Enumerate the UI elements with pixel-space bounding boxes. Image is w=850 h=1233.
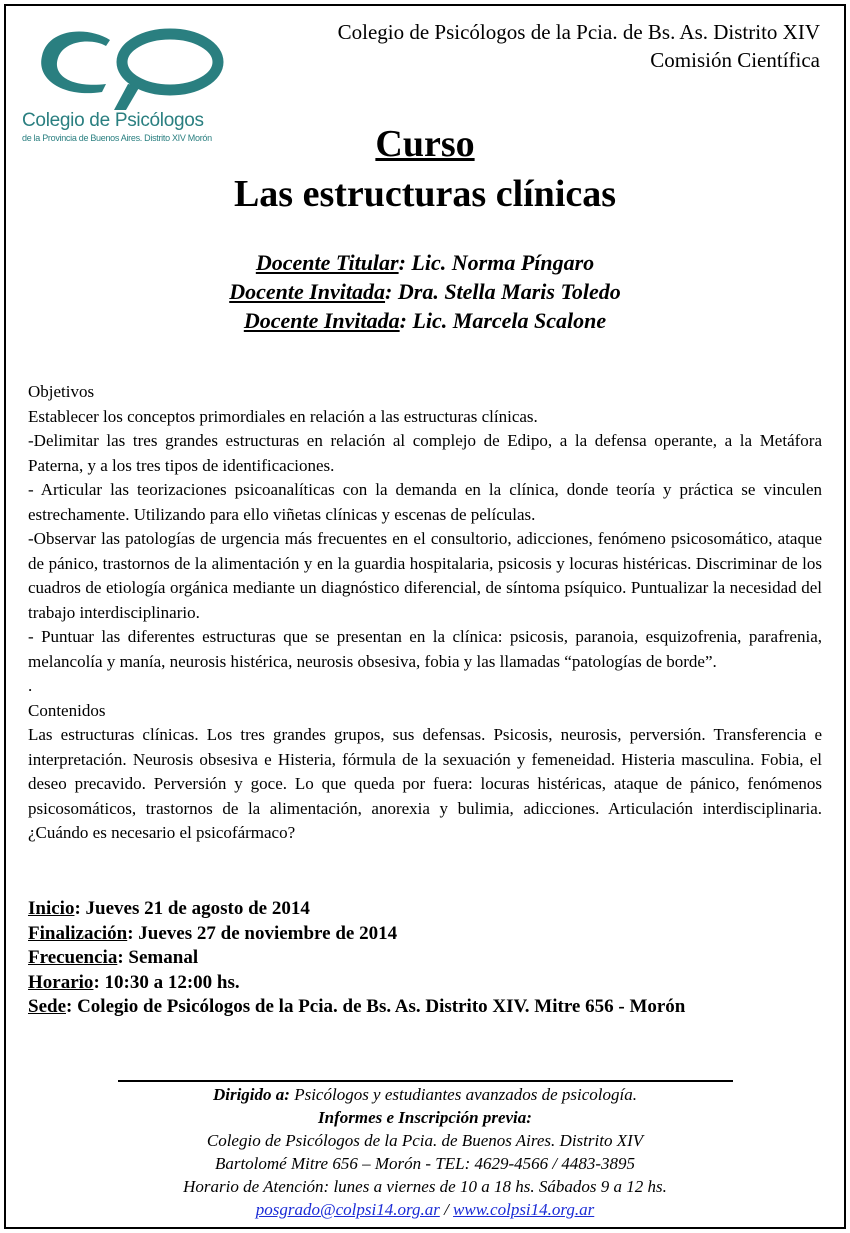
schedule-row — [28, 971, 828, 996]
teacher-name: : Lic. Norma Píngaro — [398, 250, 595, 275]
footer-organization: Colegio de Psicólogos de la Pcia. de Buenos Aires. Distrito XIV — [206, 1131, 644, 1150]
schedule-label: Inicio — [28, 898, 75, 919]
schedule-label: Finalización — [28, 922, 128, 944]
course-title: Las estructuras clínicas — [233, 173, 617, 215]
contents-paragraph: Las estructuras clínicas. Los tres grandes grupos, sus defensas. Psicosis, neurosis, perversión. Transferencia e interpretación. Neurosis obsesiva e Histeria, fórmula de la sexuación y femeneidad. Histeria masculina. Fobia, el deseo precavido. Perversión y goce. Lo que queda por fuera: locuras histéricas, ataque de pánico, fenómenos psicosomáticos, trastornos de la alimentación, anorexia y bulimia, adicciones. Articulación interdisciplinaria. ¿Cuándo es necesario el psicofármaco? — [28, 725, 822, 842]
teacher-role: Docente Titular — [255, 250, 399, 275]
schedule-value: : Semanal — [117, 947, 199, 969]
course-label: Curso — [375, 123, 475, 165]
schedule-row — [28, 897, 828, 922]
schedule-value: : Colegio de Psicólogos de la Pcia. de Bs. As. Distrito XIV. Mitre 656 - Morón — [66, 996, 686, 1018]
objective-paragraph: -Observar las patologías de urgencia más frecuentes en el consultorio, adicciones, fenómeno psicosomático, ataque de pánico, trastornos de la alimentación y en la guardia hospitalaria, psicosis y locuras histéricas. Discriminar de los cuadros de etiología orgánica mediante un diagnóstico diferencial, de síntoma psíquico. Puntualizar la necesidad del trabajo interdisciplinario. — [28, 529, 822, 622]
teacher-line — [0, 277, 850, 306]
schedule-value: : 10:30 a 12:00 hs. — [93, 971, 240, 993]
contents-heading: Contenidos — [28, 700, 106, 720]
schedule-row — [28, 946, 828, 971]
footer — [0, 1083, 850, 1221]
teacher-name: : Dra. Stella Maris Toledo — [385, 279, 621, 304]
teacher-line — [0, 306, 850, 335]
objective-paragraph: . — [28, 676, 33, 695]
objective-paragraph: -Delimitar las tres grandes estructuras en relación al complejo de Edipo, a la defensa operante, a la Metáfora Paterna, y a los tres tipos de identificaciones. — [28, 431, 822, 475]
organization-header — [338, 18, 820, 74]
logo-name: Colegio de Psicólogos — [22, 110, 204, 131]
audience-label: Dirigido a: — [212, 1085, 290, 1104]
audience-value: Psicólogos y estudiantes avanzados de psicología. — [289, 1085, 638, 1104]
link-separator: / — [439, 1200, 454, 1219]
schedule-label: Horario — [28, 971, 94, 993]
schedule-row — [28, 922, 828, 947]
commission-name: Comisión Científica — [650, 48, 820, 72]
footer-divider — [118, 1080, 733, 1082]
objective-paragraph: - Puntuar las diferentes estructuras que se presentan en la clínica: psicosis, paranoia, esquizofrenia, parafrenia, melancolía y manía, neurosis histérica, neurosis obsesiva, fobia y las llamadas “patologías de borde”. — [28, 627, 822, 671]
course-description — [28, 380, 822, 846]
logo-cp-mark — [18, 18, 228, 113]
email-link[interactable]: posgrado@colpsi14.org.ar — [255, 1200, 440, 1219]
teacher-name: : Lic. Marcela Scalone — [399, 308, 607, 333]
website-link[interactable]: www.colpsi14.org.ar — [453, 1200, 595, 1219]
objective-paragraph: Establecer los conceptos primordiales en relación a las estructuras clínicas. — [28, 406, 538, 426]
footer-hours: Horario de Atención: lunes a viernes de 10 a 18 hs. Sábados 9 a 12 hs. — [183, 1177, 667, 1196]
logo-subtitle: de la Provincia de Buenos Aires. Distrito XIV Morón — [22, 133, 212, 143]
schedule-label: Sede — [28, 996, 66, 1018]
organization-name: Colegio de Psicólogos de la Pcia. de Bs. As. Distrito XIV — [337, 20, 820, 44]
registration-heading: Informes e Inscripción previa: — [318, 1108, 532, 1127]
schedule-row — [28, 995, 828, 1020]
audience-line — [0, 1083, 850, 1106]
teacher-role: Docente Invitada — [243, 308, 400, 333]
schedule-info — [28, 897, 828, 1020]
teachers-list — [0, 248, 850, 335]
teacher-role: Docente Invitada — [229, 279, 386, 304]
footer-address: Bartolomé Mitre 656 – Morón - TEL: 4629-4566 / 4483-3895 — [214, 1154, 636, 1173]
footer-links — [0, 1198, 850, 1221]
teacher-line — [0, 248, 850, 277]
schedule-label: Frecuencia — [28, 947, 118, 969]
objective-paragraph: - Articular las teorizaciones psicoanalíticas con la demanda en la clínica, donde teoría y práctica se vinculen estrechamente. Utilizando para ello viñetas clínicas y escenas de películas. — [28, 480, 822, 524]
schedule-value: : Jueves 21 de agosto de 2014 — [74, 898, 310, 919]
schedule-value: : Jueves 27 de noviembre de 2014 — [127, 922, 398, 944]
objectives-heading: Objetivos — [28, 382, 95, 401]
